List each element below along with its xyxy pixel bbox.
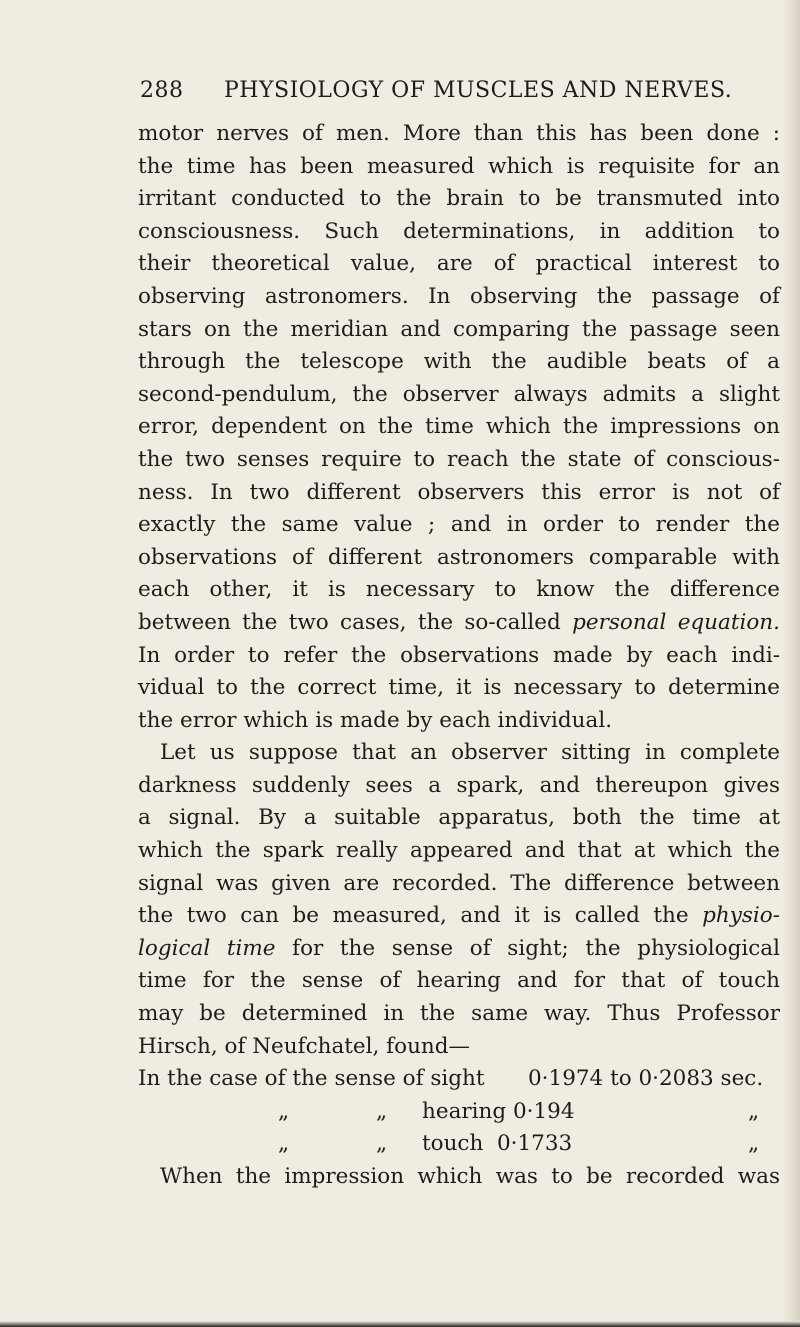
ditto-mark: „ xyxy=(376,1098,388,1124)
text-line: observing astronomers. In observing the passage of xyxy=(138,283,780,309)
table-label: hearing 0·194 xyxy=(422,1098,575,1124)
ditto-mark: „ xyxy=(278,1131,290,1157)
text-line: which the spark really appeared and that at which the xyxy=(138,838,780,864)
italic-term-logical-time: logical time xyxy=(138,935,276,961)
text-line: observations of different astronomers comparable with xyxy=(138,544,780,570)
text-line-physiological xyxy=(138,900,780,933)
text-run: for the sense of sight; the physiological xyxy=(275,935,780,961)
body-text xyxy=(138,118,780,1194)
page-number: 288 xyxy=(140,78,184,103)
table-row-touch xyxy=(138,1128,780,1161)
italic-term-personal-equation: personal equation. xyxy=(572,609,780,635)
text-line: darkness suddenly sees a spark, and thereupon gives xyxy=(138,772,780,798)
text-line: time for the sense of hearing and for that of touch xyxy=(138,968,780,994)
text-line: may be determined in the same way. Thus Professor xyxy=(138,1001,780,1027)
text-line: a signal. By a suitable apparatus, both the time at xyxy=(138,805,780,831)
text-line: ness. In two different observers this error is not of xyxy=(138,479,780,505)
page-edge-shadow xyxy=(782,0,800,1327)
text-line: signal was given are recorded. The difference between xyxy=(138,870,780,896)
text-line: through the telescope with the audible beats of a xyxy=(138,349,780,375)
text-line: motor nerves of men. More than this has been done : xyxy=(138,121,780,146)
bottom-edge xyxy=(0,1321,800,1327)
table-row-hearing xyxy=(138,1096,780,1129)
text-line: the time has been measured which is requisite for an xyxy=(138,153,780,179)
running-title: PHYSIOLOGY OF MUSCLES AND NERVES. xyxy=(224,78,733,103)
text-line: Hirsch, of Neufchatel, found— xyxy=(138,1033,471,1059)
text-line: the two senses require to reach the state of conscious- xyxy=(138,446,780,472)
table-row-sight xyxy=(138,1063,780,1096)
text-line: stars on the meridian and comparing the passage seen xyxy=(138,316,780,342)
text-line: irritant conducted to the brain to be transmuted into xyxy=(138,186,780,212)
ditto-mark: „ xyxy=(748,1098,760,1124)
text-line: the error which is made by each individual. xyxy=(138,707,613,733)
text-line: Let us suppose that an observer sitting in complete xyxy=(160,740,780,766)
ditto-mark: „ xyxy=(278,1098,290,1124)
text-line: In order to refer the observations made by each indi- xyxy=(138,642,780,668)
text-line: each other, it is necessary to know the difference xyxy=(138,577,780,603)
text-run: between the two cases, the so-called xyxy=(138,609,573,635)
text-line: consciousness. Such determinations, in addition to xyxy=(138,218,780,244)
table-label: In the case of the sense of sight xyxy=(138,1066,485,1092)
table-label: touch 0·1733 xyxy=(422,1131,573,1157)
text-run: the two can be measured, and it is called the xyxy=(138,903,703,929)
ditto-mark: „ xyxy=(376,1131,388,1157)
text-line: vidual to the correct time, it is necessary to determine xyxy=(138,675,780,701)
text-line: error, dependent on the time which the impressions on xyxy=(138,414,780,440)
table-value: 0·1974 to 0·2083 sec. xyxy=(528,1066,764,1092)
italic-term-physio: physio- xyxy=(702,903,780,929)
text-line: exactly the same value ; and in order to render the xyxy=(138,512,780,538)
text-line: second-pendulum, the observer always admits a slight xyxy=(138,381,780,407)
text-line: their theoretical value, are of practical interest to xyxy=(138,251,780,277)
ditto-mark: „ xyxy=(748,1131,760,1157)
text-line: When the impression which was to be recorded was xyxy=(160,1164,780,1189)
text-line-logical-time xyxy=(138,933,780,966)
text-line-personal-equation xyxy=(138,607,780,640)
